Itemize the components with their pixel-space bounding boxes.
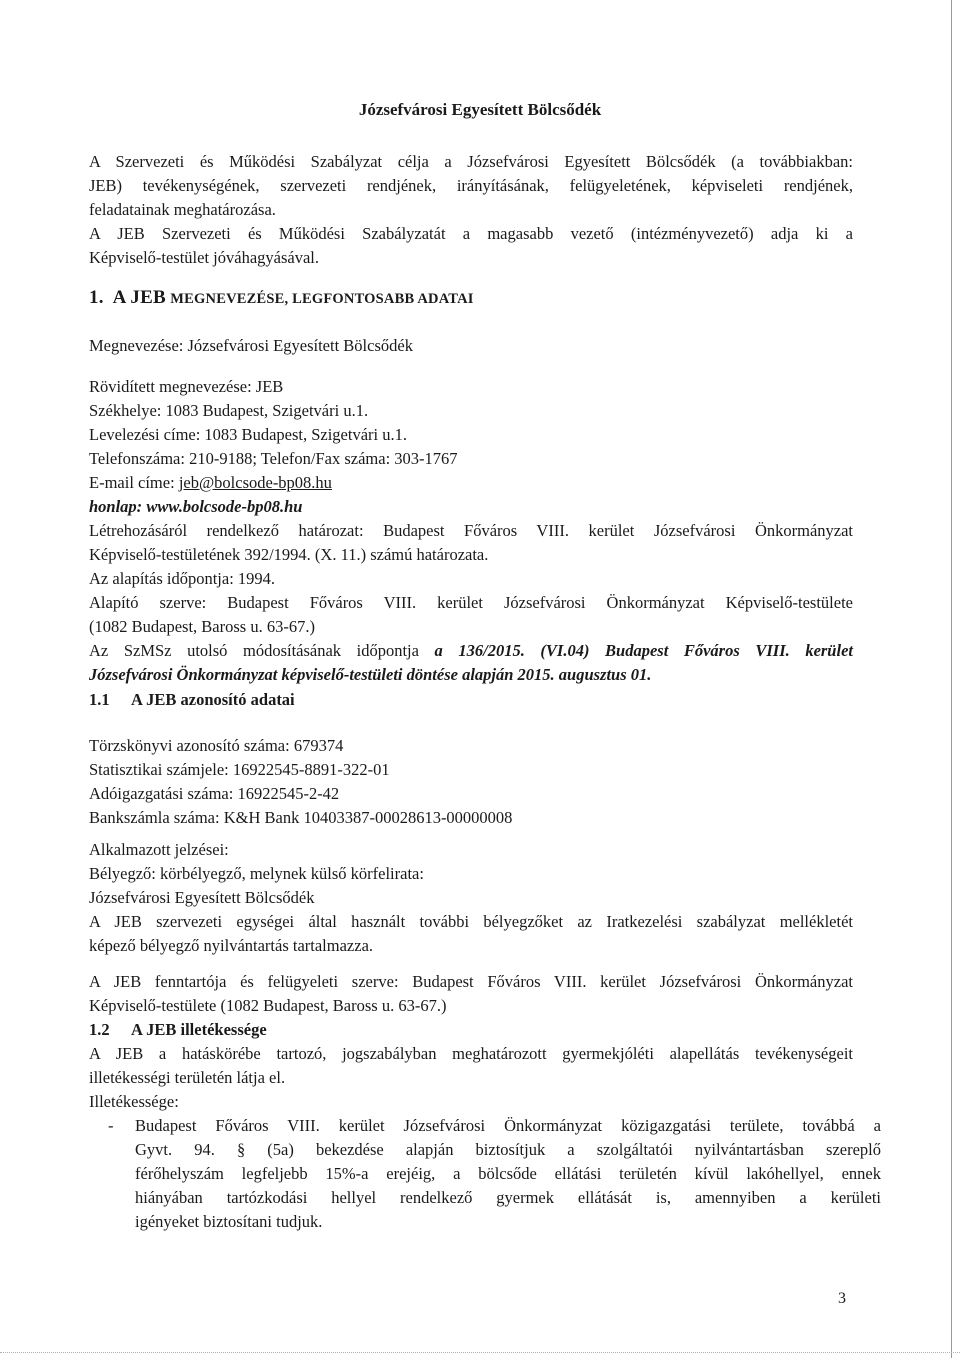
- founding-date: Az alapítás időpontja: 1994.: [89, 569, 276, 588]
- phone: Telefonszáma: 210-9188; Telefon/Fax száma: 303-1767: [89, 449, 458, 468]
- scan-edge-line: [951, 0, 952, 1358]
- founder: Alapító szerve: Budapest Főváros VIII. kerület Józsefvárosi Önkormányzat Képviselő-testülete: [89, 593, 853, 612]
- amendment-label: Az SzMSz utolsó módosításának időpontja: [89, 641, 435, 660]
- stamp-text: Józsefvárosi Egyesített Bölcsődék: [89, 888, 315, 907]
- maintainer: A JEB fenntartója és felügyeleti szerve: Budapest Főváros VIII. kerület Józsefvárosi Önkormányzat: [89, 972, 853, 991]
- section-title: A JEB azonosító adatai: [131, 690, 295, 709]
- text-line: A JEB Szervezeti és Működési Szabályzatát a magasabb vezető (intézményvezető) adja ki a: [89, 224, 853, 243]
- maintainer-info: [89, 970, 853, 1018]
- amendment-line: [89, 639, 853, 663]
- list-bullet: -: [108, 1116, 114, 1135]
- registry-id: Törzskönyvi azonosító száma: 679374: [89, 736, 344, 755]
- text-line: férőhelyszám legfeljebb 15%-a erejéig, a bölcsőde ellátási területén kívül lakóhellyel, ennek: [135, 1164, 881, 1183]
- section-title: A JEB illetékessége: [131, 1020, 267, 1039]
- maintainer-cont: Képviselő-testülete (1082 Budapest, Baross u. 63-67.): [89, 996, 447, 1015]
- homepage-link[interactable]: www.bolcsode-bp08.hu: [146, 497, 303, 516]
- name-line: [89, 334, 853, 358]
- signs-label: Alkalmazott jelzései:: [89, 840, 229, 859]
- section-title: MEGNEVEZÉSE, LEGFONTOSABB ADATAI: [170, 291, 474, 307]
- page-number: 3: [838, 1290, 846, 1307]
- section-1-1-heading: [89, 688, 853, 712]
- section-number: 1.: [89, 287, 104, 308]
- stamp-info: [89, 838, 853, 958]
- other-stamps: A JEB szervezeti egységei által használt további bélyegzőket az Iratkezelési szabályzat mellékletét: [89, 912, 853, 931]
- founding-decision: Létrehozásáról rendelkező határozat: Budapest Főváros VIII. kerület Józsefvárosi Önkormányzat: [89, 521, 853, 540]
- amendment-value-cont: Józsefvárosi Önkormányzat képviselő-testületi döntése alapján 2015. augusztus 01.: [89, 665, 652, 684]
- basic-data-list: [89, 375, 853, 687]
- founder-address: (1082 Budapest, Baross u. 63-67.): [89, 617, 315, 636]
- text-line: Gyvt. 94. § (5a) bekezdése alapján biztosítjuk a szolgáltatói nyilvántartásban szereplő: [135, 1140, 881, 1159]
- stat-id: Statisztikai számjele: 16922545-8891-322-01: [89, 760, 390, 779]
- text-line: Képviselő-testület jóváhagyásával.: [89, 248, 320, 267]
- section-title-prefix: A JEB: [112, 287, 166, 308]
- text-line: Megnevezése: Józsefvárosi Egyesített Bölcsődék: [89, 336, 413, 355]
- scan-bottom-dots: [0, 1352, 960, 1355]
- stamp-label: Bélyegző: körbélyegző, melynek külső körfelirata:: [89, 864, 424, 883]
- text-line: A JEB a hatáskörébe tartozó, jogszabályban meghatározott gyermekjóléti alapellátás tevékenységeit: [89, 1044, 853, 1063]
- other-stamps-cont: képező bélyegző nyilvántartás tartalmazza.: [89, 936, 374, 955]
- text-line: hiányában tartózkodási hellyel rendelkező gyermek ellátását is, amennyiben a kerületi: [135, 1188, 881, 1207]
- homepage-label: honlap:: [89, 497, 147, 516]
- section-1-heading: [89, 286, 853, 311]
- competence-list-item: [89, 1114, 881, 1234]
- bank-account: Bankszámla száma: K&H Bank 10403387-00028613-00000008: [89, 808, 513, 827]
- email-line: [89, 471, 853, 495]
- short-name: Rövidített megnevezése: JEB: [89, 377, 284, 396]
- text-line: feladatainak meghatározása.: [89, 200, 276, 219]
- text-line: illetékességi területén látja el.: [89, 1068, 286, 1087]
- section-number: 1.2: [89, 1020, 110, 1039]
- text-line: JEB) tevékenységének, szervezeti rendjének, irányításának, felügyeletének, képviseleti rendjének,: [89, 176, 853, 195]
- identifier-list: [89, 734, 853, 830]
- text-line: Budapest Főváros VIII. kerület Józsefvárosi Önkormányzat közigazgatási területe, továbbá a: [135, 1116, 881, 1135]
- amendment-value: a 136/2015. (VI.04) Budapest Főváros VIII. kerület: [434, 641, 853, 660]
- section-number: 1.1: [89, 690, 110, 709]
- page-title: Józsefvárosi Egyesített Bölcsődék: [358, 100, 602, 119]
- founding-decision-cont: Képviselő-testületének 392/1994. (X. 11.) számú határozata.: [89, 545, 489, 564]
- tax-id: Adóigazgatási száma: 16922545-2-42: [89, 784, 340, 803]
- competence-text: [89, 1042, 853, 1114]
- section-1-2-heading: [89, 1018, 853, 1042]
- homepage-line: [89, 495, 853, 519]
- seat: Székhelye: 1083 Budapest, Szigetvári u.1.: [89, 401, 369, 420]
- competence-label: Illetékessége:: [89, 1092, 179, 1111]
- mail-address: Levelezési címe: 1083 Budapest, Szigetvári u.1.: [89, 425, 407, 444]
- email-link[interactable]: jeb@bolcsode-bp08.hu: [178, 473, 332, 492]
- email-label: E-mail címe:: [89, 473, 179, 492]
- text-line: A Szervezeti és Működési Szabályzat célja a Józsefvárosi Egyesített Bölcsődék (a továbbiakban:: [89, 152, 853, 171]
- intro-paragraph-2: [89, 222, 853, 270]
- intro-paragraph-1: [89, 150, 853, 222]
- text-line: igényeket biztosítani tudjuk.: [135, 1212, 323, 1231]
